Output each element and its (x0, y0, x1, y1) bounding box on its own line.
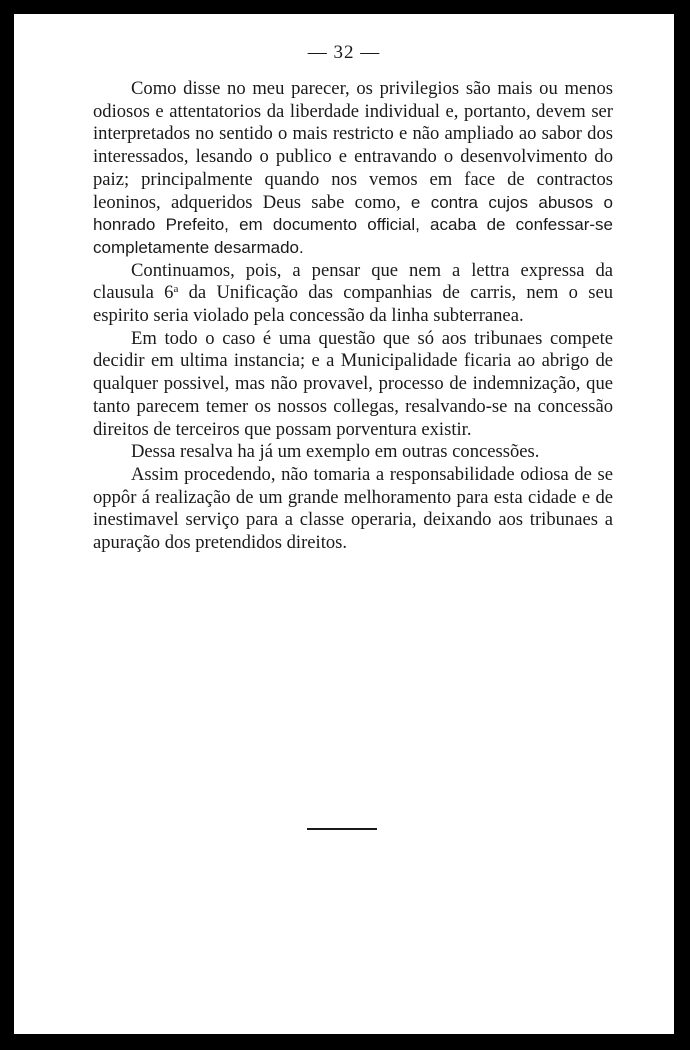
ordinal-superscript: a (173, 283, 179, 296)
paragraph-2-text-start: Continuamos, pois, a pensar que nem a lettra expressa da clausula 6 (93, 259, 613, 304)
paragraph-3: Em todo o caso é uma questão que só aos tribunaes compete decidir em ultima instancia; e a Municipalidade ficaria ao abrigo de qualquer possivel, mas não provavel, processo de indemnização, que tanto parecem temer os nossos collegas, resalvando-se na concessão direitos de terceiros que possam porventura existir. (93, 327, 613, 440)
paragraph-5: Assim procedendo, não tomaria a responsabilidade odiosa de se oppôr á realização de um grande melhoramento para esta cidade e de inestimavel serviço para a classe operaria, deixando aos tribunaes a apuração dos pretendidos direitos. (93, 463, 613, 554)
paragraph-2-text-end: da Unificação das companhias de carris, nem o seu espirito seria violado pela concessão da linha subterranea. (93, 282, 613, 327)
paragraph-1-bold-text: e contra cujos abusos o honrado Prefeito, em documento official, acaba de confessar-se completamente desarmado. (93, 192, 613, 257)
paragraph-4: Dessa resalva ha já um exemplo em outras concessões. (131, 441, 540, 463)
paragraph-2 (93, 260, 613, 328)
document-page (14, 14, 674, 1034)
page-number: — 32 — (307, 42, 381, 63)
end-divider (307, 828, 377, 830)
paragraph-1 (93, 78, 613, 260)
paragraph-1-text: Como disse no meu parecer, os privilegios são mais ou menos odiosos e attentatorios da liberdade individual e, portanto, devem ser interpretados no sentido o mais restricto e não ampliado ao sabor dos interessados, lesando o publico e entravando o desenvolvimento do paiz; principalmente quando nos vemos em face de contractos leoninos, adqueridos Deus sabe como, (93, 78, 613, 213)
body-text (93, 78, 613, 555)
